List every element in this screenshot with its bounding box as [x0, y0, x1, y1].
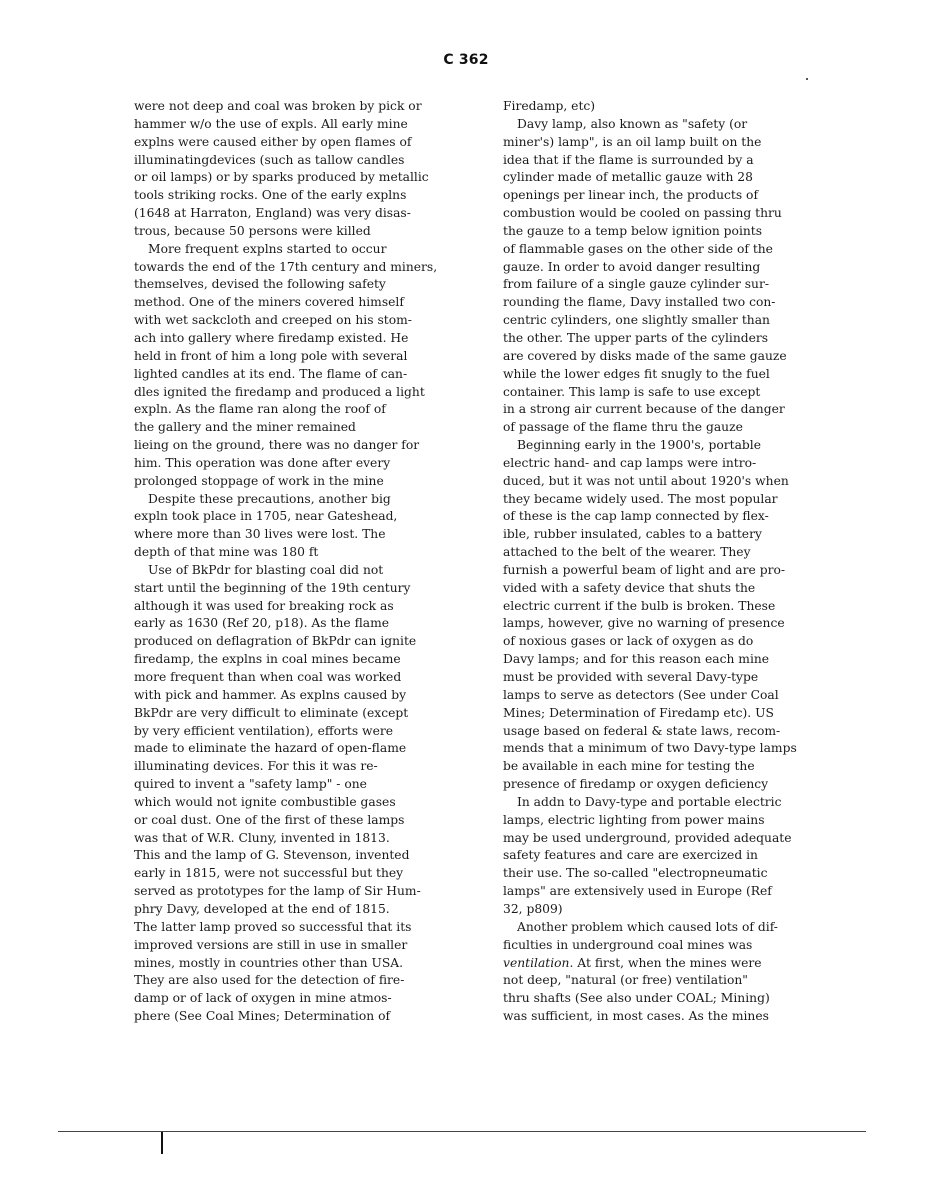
text-line: which would not ignite combustible gases — [134, 794, 396, 809]
text-line: quired to invent a "safety lamp" - one — [134, 777, 367, 792]
text-line: duced, but it was not until about 1920's when — [503, 473, 789, 488]
text-line: ible, rubber insulated, cables to a battery — [503, 527, 762, 542]
text-line: They are also used for the detection of fire- — [134, 973, 405, 988]
text-line: the gauze to a temp below ignition points — [503, 223, 763, 238]
text-line: safety features and care are exercized in — [503, 848, 758, 863]
text-line: by very efficient ventilation), efforts were — [134, 723, 394, 738]
text-line: ficulties in underground coal mines was — [503, 937, 753, 952]
text-line: themselves, devised the following safety — [134, 277, 386, 292]
page-number-header: C 362 — [443, 52, 489, 68]
text-line: ventilation. At first, when the mines were — [503, 955, 762, 970]
text-line: Davy lamps; and for this reason each mine — [503, 652, 770, 667]
footer-rule — [58, 1131, 866, 1132]
text-line: firedamp, the explns in coal mines became — [134, 652, 401, 667]
text-line: trous, because 50 persons were killed — [134, 223, 371, 238]
text-line: him. This operation was done after every — [134, 455, 391, 470]
text-line: miner's) lamp", is an oil lamp built on the — [503, 134, 762, 149]
text-line: start until the beginning of the 19th century — [134, 580, 411, 595]
text-line: (1648 at Harraton, England) was very disas- — [134, 206, 411, 221]
text-line: may be used underground, provided adequate — [503, 830, 792, 845]
footer-tick-mark — [161, 1132, 163, 1154]
text-line: or oil lamps) or by sparks produced by metallic — [134, 170, 429, 185]
text-line: presence of firedamp or oxygen deficiency — [503, 777, 769, 792]
left-text-column — [134, 98, 464, 1026]
right-text-column — [503, 98, 833, 1026]
speck-mark — [806, 78, 808, 80]
text-line: electric hand- and cap lamps were intro- — [503, 455, 757, 470]
text-line: Another problem which caused lots of dif- — [517, 919, 778, 934]
text-line: damp or of lack of oxygen in mine atmos- — [134, 991, 392, 1006]
text-line: Despite these precautions, another big — [148, 491, 391, 506]
text-line: tools striking rocks. One of the early explns — [134, 188, 407, 203]
text-line: thru shafts (See also under COAL; Mining) — [503, 991, 770, 1006]
text-line: combustion would be cooled on passing thru — [503, 206, 782, 221]
text-line: are covered by disks made of the same gauze — [503, 348, 787, 363]
text-line: or coal dust. One of the first of these lamps — [134, 812, 405, 827]
text-line: held in front of him a long pole with several — [134, 348, 408, 363]
text-line: phry Davy, developed at the end of 1815. — [134, 901, 390, 916]
text-line: served as prototypes for the lamp of Sir Hum- — [134, 884, 421, 899]
text-line: Firedamp, etc) — [503, 99, 596, 113]
text-line: in a strong air current because of the danger — [503, 402, 785, 417]
text-line: mends that a minimum of two Davy-type lamps — [503, 741, 797, 756]
text-line: expln took place in 1705, near Gateshead, — [134, 509, 398, 524]
text-line: openings per linear inch, the products of — [503, 188, 759, 203]
text-line: early in 1815, were not successful but they — [134, 866, 404, 881]
text-line: was sufficient, in most cases. As the mines — [503, 1009, 769, 1024]
text-line: was that of W.R. Cluny, invented in 1813. — [134, 830, 390, 845]
text-line: the gallery and the miner remained — [134, 420, 356, 435]
text-line: vided with a safety device that shuts the — [503, 580, 756, 595]
text-line: BkPdr are very difficult to eliminate (except — [134, 705, 409, 720]
text-line: centric cylinders, one slightly smaller than — [503, 313, 770, 328]
text-line: of these is the cap lamp connected by flex- — [503, 509, 769, 524]
text-line: although it was used for breaking rock as — [134, 598, 394, 613]
text-line: were not deep and coal was broken by pick or — [134, 99, 422, 113]
text-line: phere (See Coal Mines; Determination of — [134, 1009, 391, 1024]
text-line: with wet sackcloth and creeped on his stom- — [134, 313, 412, 328]
text-line: gauze. In order to avoid danger resulting — [503, 259, 761, 274]
text-line: usage based on federal & state laws, recom- — [503, 723, 781, 738]
text-line: early as 1630 (Ref 20, p18). As the flame — [134, 616, 390, 631]
text-line: mines, mostly in countries other than USA. — [134, 955, 404, 970]
text-line: depth of that mine was 180 ft — [134, 545, 319, 560]
text-line: Mines; Determination of Firedamp etc). US — [503, 705, 774, 720]
text-line: prolonged stoppage of work in the mine — [134, 473, 384, 488]
text-line: towards the end of the 17th century and miners, — [134, 259, 438, 274]
text-line: In addn to Davy-type and portable electric — [517, 794, 782, 809]
text-line: not deep, "natural (or free) ventilation" — [503, 973, 748, 988]
text-line: More frequent explns started to occur — [148, 241, 387, 256]
text-line: container. This lamp is safe to use except — [503, 384, 761, 399]
text-line: lieing on the ground, there was no danger for — [134, 438, 420, 453]
text-line: lamps to serve as detectors (See under Coal — [503, 687, 779, 702]
text-line: produced on deflagration of BkPdr can ignite — [134, 634, 417, 649]
text-line: The latter lamp proved so successful that its — [134, 919, 412, 934]
text-line: be available in each mine for testing the — [503, 759, 755, 774]
text-line: illuminatingdevices (such as tallow candles — [134, 152, 405, 167]
text-line: dles ignited the firedamp and produced a light — [134, 384, 425, 399]
text-line: of noxious gases or lack of oxygen as do — [503, 634, 754, 649]
text-line: Beginning early in the 1900's, portable — [517, 438, 761, 453]
text-line: explns were caused either by open flames of — [134, 134, 412, 149]
text-line: while the lower edges fit snugly to the fuel — [503, 366, 770, 381]
text-line: Davy lamp, also known as "safety (or — [517, 116, 748, 131]
text-line: rounding the flame, Davy installed two con- — [503, 295, 776, 310]
text-line: they became widely used. The most popular — [503, 491, 778, 506]
text-line: 32, p809) — [503, 901, 563, 916]
text-line: must be provided with several Davy-type — [503, 670, 759, 684]
text-line: lamps, electric lighting from power mains — [503, 812, 765, 827]
text-line: expln. As the flame ran along the roof of — [134, 402, 386, 417]
text-line: improved versions are still in use in smaller — [134, 937, 408, 952]
text-line: made to eliminate the hazard of open-flame — [134, 741, 407, 756]
text-line: more frequent than when coal was worked — [134, 670, 402, 684]
text-line: with pick and hammer. As explns caused by — [134, 687, 407, 702]
text-line: attached to the belt of the wearer. They — [503, 545, 751, 560]
text-line: electric current if the bulb is broken. These — [503, 598, 776, 613]
text-line: lighted candles at its end. The flame of can- — [134, 366, 408, 381]
text-line: illuminating devices. For this it was re- — [134, 759, 378, 774]
text-line: ach into gallery where firedamp existed. He — [134, 330, 409, 345]
text-line: hammer w/o the use of expls. All early mine — [134, 116, 408, 131]
text-line: their use. The so-called "electropneumatic — [503, 866, 768, 881]
text-line: method. One of the miners covered himself — [134, 295, 404, 310]
text-line: lamps" are extensively used in Europe (Ref — [503, 884, 772, 899]
text-line: from failure of a single gauze cylinder sur- — [503, 277, 769, 292]
text-line: cylinder made of metallic gauze with 28 — [503, 170, 753, 185]
text-line: of passage of the flame thru the gauze — [503, 420, 743, 435]
text-line: the other. The upper parts of the cylinders — [503, 330, 769, 345]
text-line: where more than 30 lives were lost. The — [134, 527, 386, 542]
text-line: lamps, however, give no warning of presence — [503, 616, 785, 631]
text-line: furnish a powerful beam of light and are pro- — [503, 562, 786, 577]
text-line: This and the lamp of G. Stevenson, invented — [134, 848, 410, 863]
text-line: of flammable gases on the other side of the — [503, 241, 773, 256]
text-line: Use of BkPdr for blasting coal did not — [148, 562, 384, 577]
text-line: idea that if the flame is surrounded by a — [503, 152, 754, 167]
